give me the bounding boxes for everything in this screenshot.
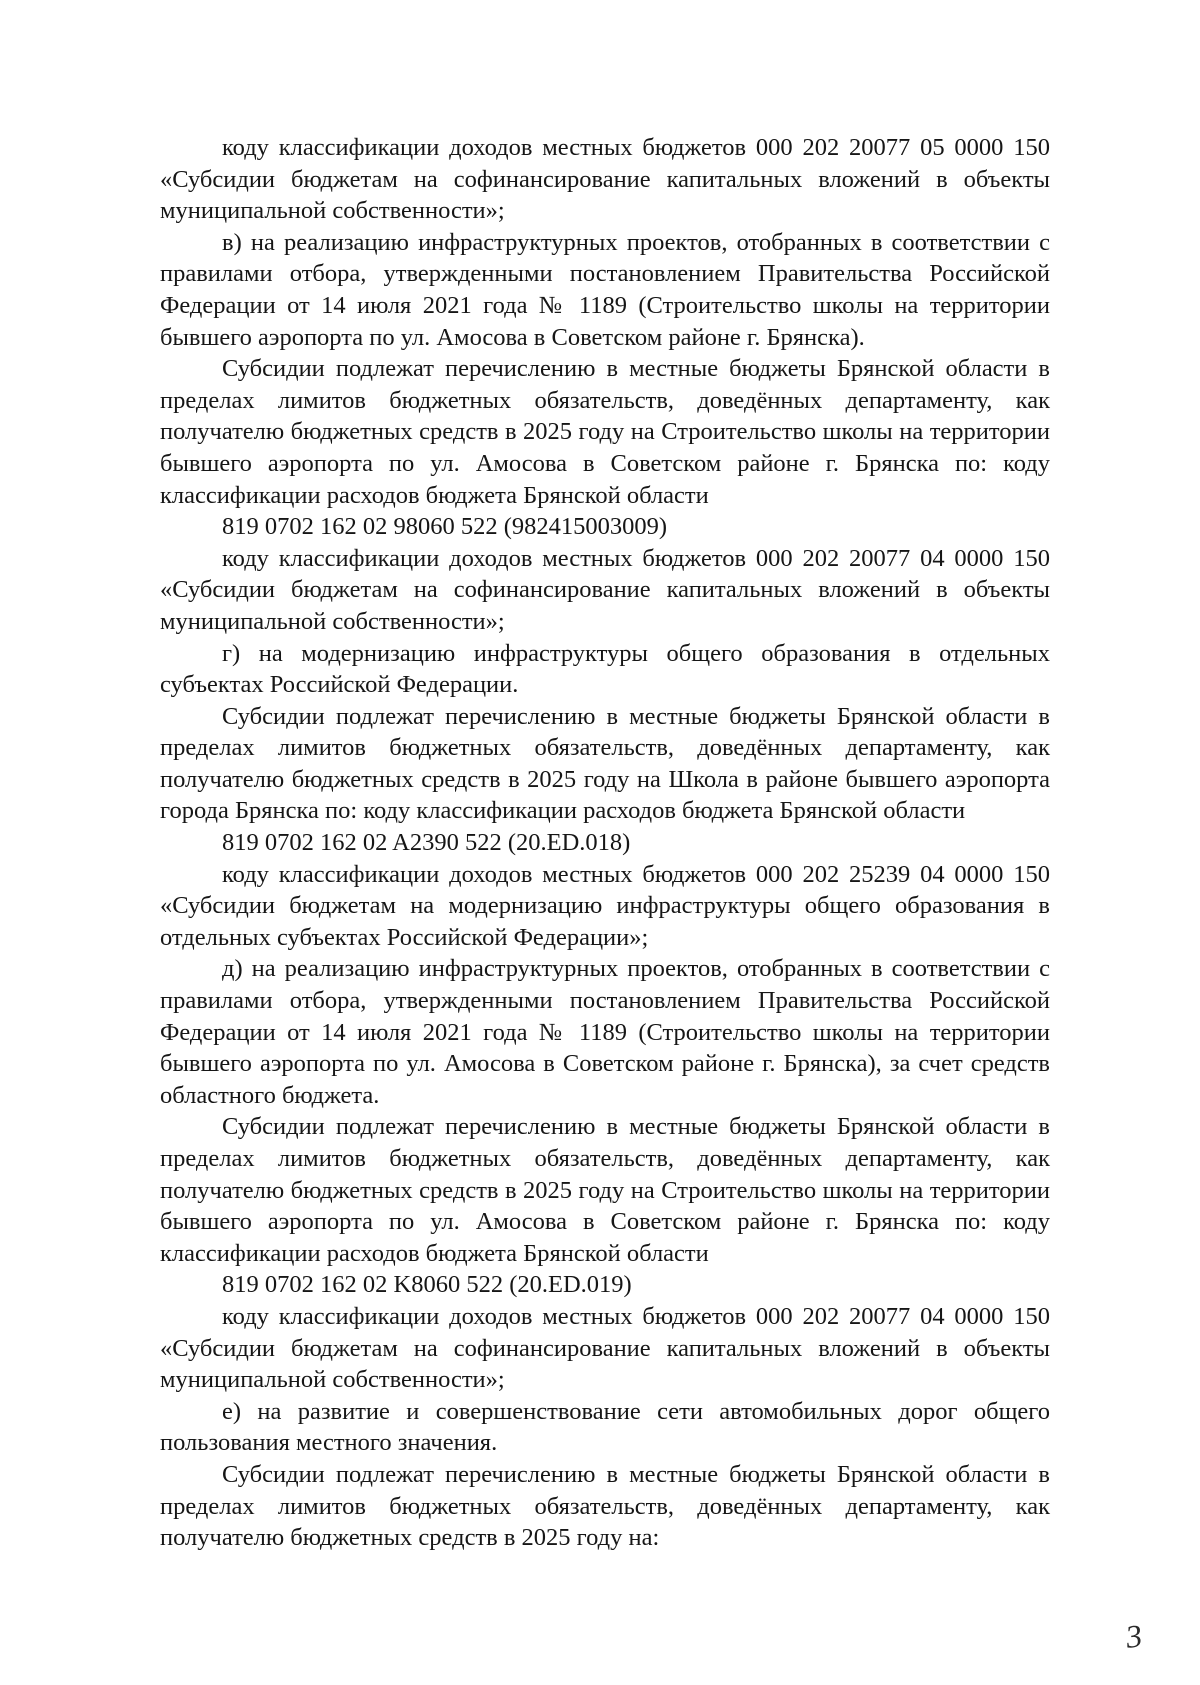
paragraph-subsidy-transfer-1: Субсидии подлежат перечислению в местные бюджеты Брянской области в пределах лимитов бюджетных обязательств, доведённых департаменту, как получателю бюджетных средств в 2025 году на Строительство школы на территории бывшего аэропорта по ул. Амосова в Советском районе г. Брянска по: коду классификации расходов бюджета Брянской области (160, 355, 1050, 509)
paragraph-subsidy-transfer-3: Субсидии подлежат перечислению в местные бюджеты Брянской области в пределах лимитов бюджетных обязательств, доведённых департаменту, как получателю бюджетных средств в 2025 году на Строительство школы на территории бывшего аэропорта по ул. Амосова в Советском районе г. Брянска по: коду классификации расходов бюджета Брянской области (160, 1113, 1050, 1267)
paragraph-income-code-3: коду классификации доходов местных бюджетов 000 202 25239 04 0000 150 «Субсидии бюджетам на модернизацию инфраструктуры общего образования в отдельных субъектах Российской Федерации»; (160, 860, 1050, 951)
paragraph-income-code-2: коду классификации доходов местных бюджетов 000 202 20077 04 0000 150 «Субсидии бюджетам на софинансирование капитальных вложений в объекты муниципальной собственности»; (160, 544, 1050, 635)
paragraph-subsidy-transfer-4: Субсидии подлежат перечислению в местные бюджеты Брянской области в пределах лимитов бюджетных обязательств, доведённых департаменту, как получателю бюджетных средств в 2025 году на: (160, 1460, 1050, 1552)
paragraph-subsidy-transfer-2: Субсидии подлежат перечислению в местные бюджеты Брянской области в пределах лимитов бюджетных обязательств, доведённых департаменту, как получателю бюджетных средств в 2025 году на Школа в районе бывшего аэропорта города Брянска по: коду классификации расходов бюджета Брянской области (160, 702, 1050, 825)
paragraph-item-g: г) на модернизацию инфраструктуры общего образования в отдельных субъектах Российской Федерации. (160, 639, 1050, 699)
paragraph-item-d: д) на реализацию инфраструктурных проектов, отобранных в соответствии с правилами отбора, утвержденными постановлением Правительства Российской Федерации от 14 июля 2021 года № 1189 (Строительство школы на территории бывшего аэропорта по ул. Амосова в Советском районе г. Брянска), за счет средств областного бюджета. (160, 955, 1050, 1109)
expense-code-line-1: 819 0702 162 02 98060 522 (982415003009) (222, 513, 668, 541)
paragraph-income-code-4: коду классификации доходов местных бюджетов 000 202 20077 04 0000 150 «Субсидии бюджетам на софинансирование капитальных вложений в объекты муниципальной собственности»; (160, 1302, 1050, 1394)
paragraph-income-code-1: коду классификации доходов местных бюджетов 000 202 20077 05 0000 150 «Субсидии бюджетам на софинансирование капитальных вложений в объекты муниципальной собственности»; (160, 134, 1050, 225)
expense-code-line-3: 819 0702 162 02 K8060 522 (20.ED.019) (222, 1271, 632, 1299)
expense-code-line-2: 819 0702 162 02 A2390 522 (20.ED.018) (222, 829, 631, 857)
paragraph-item-v: в) на реализацию инфраструктурных проектов, отобранных в соответствии с правилами отбора, утвержденными постановлением Правительства Российской Федерации от 14 июля 2021 года № 1189 (Строительство школы на территории бывшего аэропорта по ул. Амосова в Советском районе г. Брянска). (160, 228, 1050, 351)
document-body (160, 132, 1050, 1554)
page-number: 3 (1123, 1617, 1145, 1655)
paragraph-item-e: е) на развитие и совершенствование сети автомобильных дорог общего пользования местного значения. (160, 1397, 1050, 1457)
